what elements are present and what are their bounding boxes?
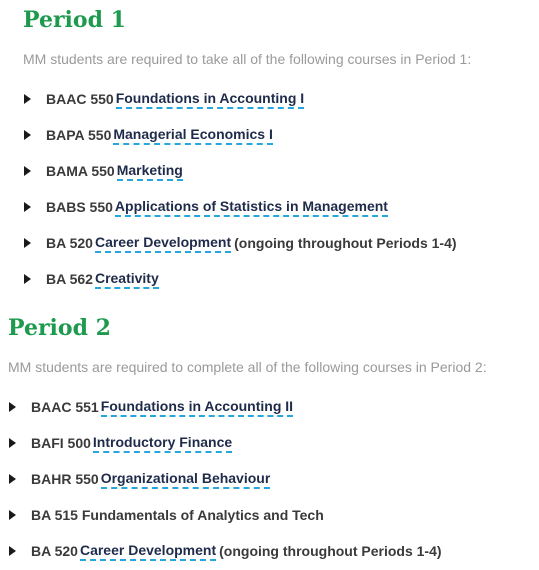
course-link-managerial-economics-i[interactable]: Managerial Economics I <box>113 126 273 145</box>
period-2-section <box>0 308 539 569</box>
course-note: (ongoing throughout Periods 1-4) <box>219 543 442 559</box>
course-item <box>23 153 539 189</box>
course-link-creativity[interactable]: Creativity <box>95 270 159 289</box>
course-link-foundations-accounting-i[interactable]: Foundations in Accounting I <box>116 90 304 109</box>
period-1-course-list <box>23 81 539 297</box>
course-link-introductory-finance[interactable]: Introductory Finance <box>93 434 232 453</box>
period-2-heading: Period 2 <box>8 315 111 341</box>
triangle-bullet-icon <box>24 166 31 176</box>
course-code: BAAC 551 <box>31 399 99 415</box>
course-item <box>23 81 539 117</box>
course-text: BA 515 Fundamentals of Analytics and Tech <box>31 507 324 523</box>
course-item <box>8 497 539 533</box>
course-link-career-development[interactable]: Career Development <box>80 542 216 561</box>
course-note: (ongoing throughout Periods 1-4) <box>234 235 457 251</box>
period-2-course-list <box>8 389 539 569</box>
course-code: BAMA 550 <box>46 163 115 179</box>
triangle-bullet-icon <box>9 510 16 520</box>
course-item <box>8 461 539 497</box>
course-link-organizational-behaviour[interactable]: Organizational Behaviour <box>101 470 271 489</box>
triangle-bullet-icon <box>24 130 31 140</box>
course-code: BABS 550 <box>46 199 113 215</box>
period-1-intro: MM students are required to take all of the following courses in Period 1: <box>23 51 472 67</box>
period-2-intro: MM students are required to complete all of the following courses in Period 2: <box>8 359 487 375</box>
course-item <box>8 425 539 461</box>
course-item <box>23 117 539 153</box>
course-code: BA 520 <box>46 235 93 251</box>
triangle-bullet-icon <box>24 238 31 248</box>
course-item <box>23 261 539 297</box>
course-link-foundations-accounting-ii[interactable]: Foundations in Accounting II <box>101 398 293 417</box>
course-item <box>8 389 539 425</box>
course-link-marketing[interactable]: Marketing <box>117 162 183 181</box>
period-1-heading: Period 1 <box>23 7 126 33</box>
triangle-bullet-icon <box>24 274 31 284</box>
course-item <box>8 533 539 569</box>
course-link-applications-statistics[interactable]: Applications of Statistics in Management <box>115 198 388 217</box>
course-code: BA 562 <box>46 271 93 287</box>
course-link-career-development[interactable]: Career Development <box>95 234 231 253</box>
course-code: BAAC 550 <box>46 91 114 107</box>
course-code: BAHR 550 <box>31 471 99 487</box>
triangle-bullet-icon <box>24 202 31 212</box>
course-item <box>23 225 539 261</box>
triangle-bullet-icon <box>9 438 16 448</box>
triangle-bullet-icon <box>9 546 16 556</box>
triangle-bullet-icon <box>9 474 16 484</box>
course-code: BAPA 550 <box>46 127 112 143</box>
triangle-bullet-icon <box>24 94 31 104</box>
triangle-bullet-icon <box>9 402 16 412</box>
course-code: BA 520 <box>31 543 78 559</box>
course-code: BAFI 500 <box>31 435 91 451</box>
course-item <box>23 189 539 225</box>
